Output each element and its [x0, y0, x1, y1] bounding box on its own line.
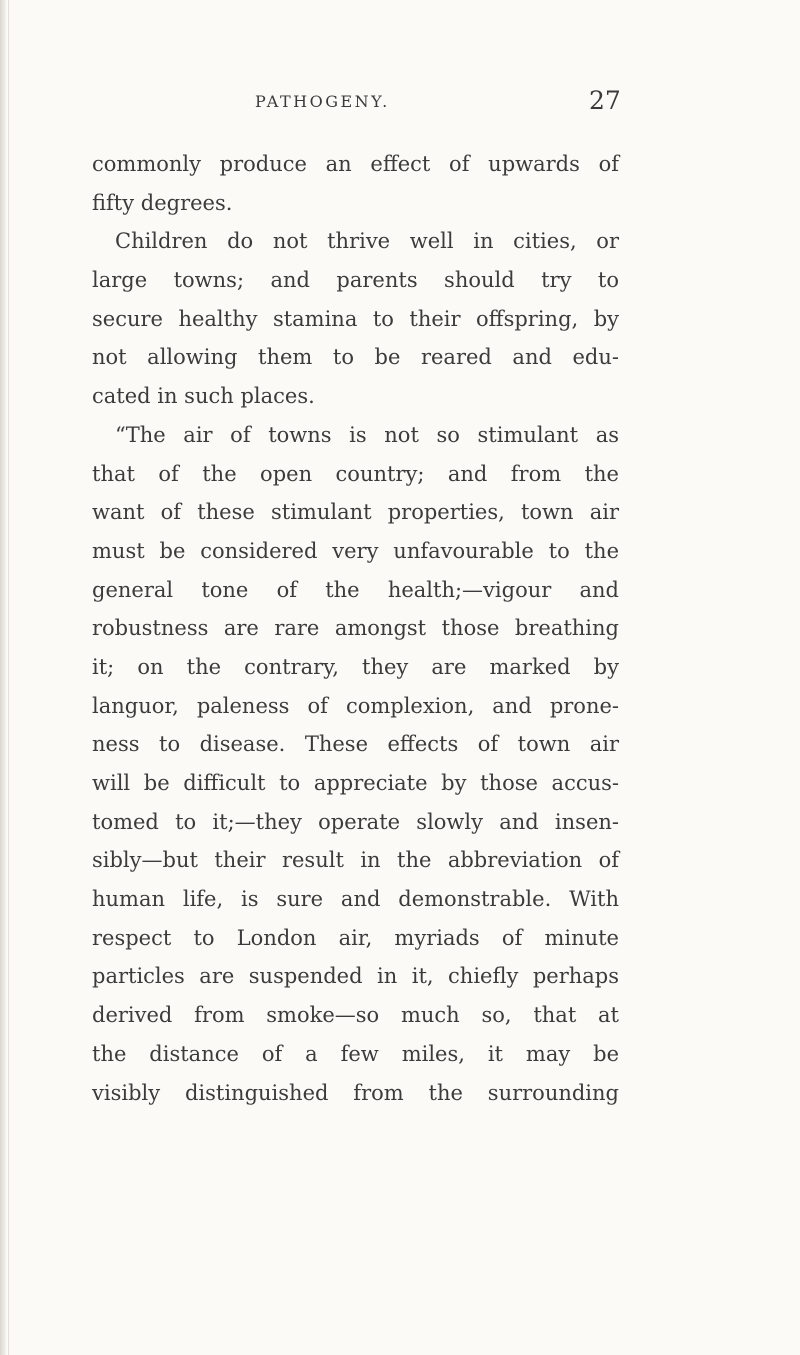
gutter-line: [8, 0, 9, 1355]
text-line: languor, paleness of complexion, and prone-: [92, 693, 619, 718]
page-header: [0, 86, 800, 126]
body-text: [92, 145, 619, 1112]
text-line: it; on the contrary, they are marked by: [92, 654, 619, 679]
text-line: want of these stimulant properties, town air: [92, 500, 619, 525]
paragraph-first-line: “The air of towns is not so stimulant as: [115, 422, 619, 447]
text-line: ness to disease. These effects of town air: [92, 732, 619, 757]
text-line: derived from smoke—so much so, that at: [92, 1003, 619, 1028]
text-line: fifty degrees.: [92, 190, 233, 215]
text-line: commonly produce an effect of upwards of: [92, 152, 619, 176]
text-line: particles are suspended in it, chiefly perhaps: [92, 964, 619, 989]
text-line: cated in such places.: [92, 384, 315, 409]
text-line: visibly distinguished from the surrounding: [92, 1080, 619, 1105]
page-edge: [0, 0, 6, 1355]
text-line: the distance of a few miles, it may be: [92, 1041, 619, 1066]
text-line: secure healthy stamina to their offspring, by: [92, 306, 619, 331]
page-number: 27: [589, 86, 621, 115]
text-line: human life, is sure and demonstrable. With: [92, 887, 619, 912]
text-line: must be considered very unfavourable to the: [92, 538, 619, 563]
text-line: tomed to it;—they operate slowly and insen-: [92, 809, 619, 834]
text-line: sibly—but their result in the abbreviation of: [92, 848, 619, 873]
text-line: large towns; and parents should try to: [92, 268, 619, 293]
text-line: respect to London air, myriads of minute: [92, 925, 619, 950]
running-title: PATHOGENY.: [255, 92, 390, 111]
text-line: general tone of the health;—vigour and: [92, 577, 619, 602]
text-line: robustness are rare amongst those breathing: [92, 616, 619, 641]
text-line: will be difficult to appreciate by those accus-: [92, 771, 619, 795]
text-line: not allowing them to be reared and edu-: [92, 345, 619, 370]
text-line: that of the open country; and from the: [92, 461, 619, 486]
paragraph-first-line: Children do not thrive well in cities, or: [115, 229, 619, 254]
